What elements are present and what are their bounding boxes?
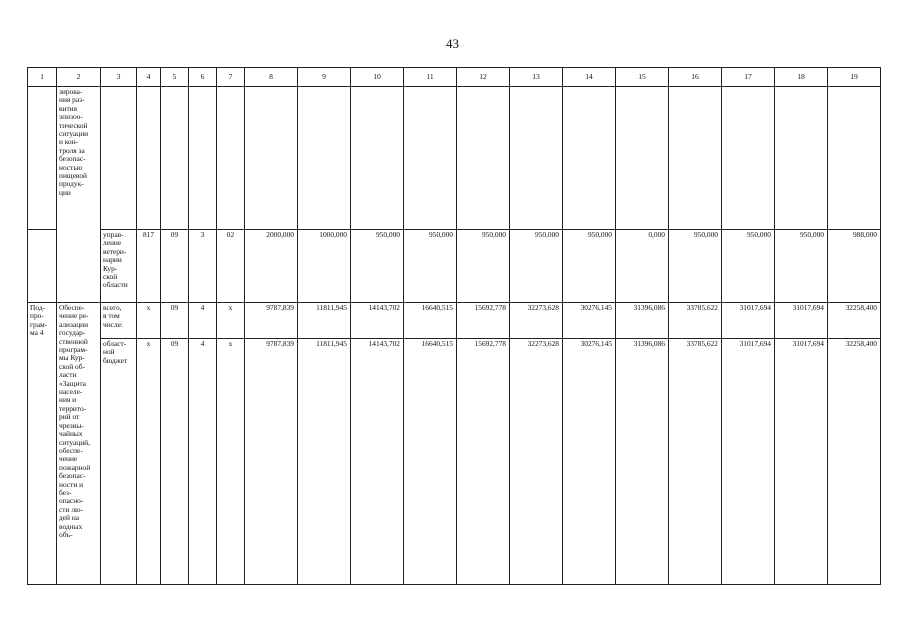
header-cell: 9 [298,68,351,87]
header-cell: 8 [245,68,298,87]
header-cell: 11 [404,68,457,87]
header-cell: 7 [217,68,245,87]
table-cell: 31017,694 [775,303,828,339]
header-cell: 2 [57,68,101,87]
table-cell: 4 [189,303,217,339]
table-cell: 9787,839 [245,339,298,585]
executor-cell: управ- ление ветери- нарии Кур- ской области [101,230,137,303]
table-cell: 33785,622 [669,303,722,339]
header-cell: 1 [28,68,57,87]
table-cell: 09 [161,230,189,303]
table-cell: x [217,303,245,339]
table-cell: 3 [189,230,217,303]
header-cell: 13 [510,68,563,87]
program-cell [28,87,57,230]
table-cell: 31396,086 [616,303,669,339]
table-cell [298,87,351,230]
description-cell: зирова- ния раз- вития эпизоо- тической ситуации и кон- троля за безопас- ностью пищевой продук- ции [57,87,101,303]
table-cell [722,87,775,230]
header-cell: 5 [161,68,189,87]
header-cell: 6 [189,68,217,87]
table-cell: 31017,694 [722,303,775,339]
table-cell: 9787,839 [245,303,298,339]
table-cell: 32258,400 [828,339,881,585]
header-row [28,68,881,87]
table-cell: 16640,515 [404,303,457,339]
table-cell [217,87,245,230]
header-cell: 12 [457,68,510,87]
table-cell [351,87,404,230]
table-cell: x [137,339,161,585]
table-cell: 09 [161,303,189,339]
table-cell: 31017,694 [722,339,775,585]
table-row [28,339,881,585]
table-cell: 02 [217,230,245,303]
table-cell: 15692,778 [457,339,510,585]
table-row [28,230,881,303]
table-cell: 11811,945 [298,339,351,585]
table-cell [137,87,161,230]
table-cell: 950,000 [722,230,775,303]
table-row [28,303,881,339]
table-cell: 09 [161,339,189,585]
table-cell: 950,000 [669,230,722,303]
table-cell [828,87,881,230]
table-cell: 1000,000 [298,230,351,303]
budget-table [27,67,881,585]
header-cell: 19 [828,68,881,87]
header-cell: 10 [351,68,404,87]
table-cell: 32273,628 [510,339,563,585]
table-cell [404,87,457,230]
subprogram-description: Обеспе- чение ре- ализации государ- ственной програм- мы Кур- ской об- ласти «Защита населе- ния и террито- рий от чрезвы- чайных ситуаций, обеспе- чение пожарной безопас- ности и без- опасно- сти лю- дей на водных объ- [57,303,101,585]
table-cell [457,87,510,230]
table-cell: 0,000 [616,230,669,303]
table-cell: 32273,628 [510,303,563,339]
table-cell: 950,000 [563,230,616,303]
table-cell: 950,000 [351,230,404,303]
table-cell: 11811,945 [298,303,351,339]
table-cell: 14143,702 [351,303,404,339]
table-cell: 32258,400 [828,303,881,339]
table-cell [28,230,57,303]
table-cell: 30276,145 [563,303,616,339]
table-cell: 988,000 [828,230,881,303]
table-cell: 31396,086 [616,339,669,585]
table-cell: 31017,694 [775,339,828,585]
header-cell: 18 [775,68,828,87]
page-number: 43 [446,36,459,51]
subprogram-label: Под- про- грам- ма 4 [28,303,57,585]
table-cell [669,87,722,230]
header-cell: 14 [563,68,616,87]
table-cell: 817 [137,230,161,303]
table-row [28,87,881,230]
table-cell [189,87,217,230]
table-cell: x [137,303,161,339]
table-cell: 33785,622 [669,339,722,585]
table-cell [563,87,616,230]
header-cell: 15 [616,68,669,87]
table-cell [775,87,828,230]
header-cell: 4 [137,68,161,87]
executor-cell: всего, в том числе: [101,303,137,339]
table-cell: 950,000 [404,230,457,303]
table-cell [510,87,563,230]
table-cell [161,87,189,230]
table-cell: 16640,515 [404,339,457,585]
table-cell: 14143,702 [351,339,404,585]
table-cell: 4 [189,339,217,585]
table-cell: 950,000 [775,230,828,303]
table-cell: x [217,339,245,585]
table-cell: 15692,778 [457,303,510,339]
table-cell [616,87,669,230]
table-cell: 950,000 [457,230,510,303]
table-cell: 30276,145 [563,339,616,585]
table-cell [245,87,298,230]
table-cell: 950,000 [510,230,563,303]
header-cell: 17 [722,68,775,87]
executor-cell: област- ной бюджет [101,339,137,585]
table-cell [101,87,137,230]
table-cell: 2000,000 [245,230,298,303]
header-cell: 16 [669,68,722,87]
header-cell: 3 [101,68,137,87]
